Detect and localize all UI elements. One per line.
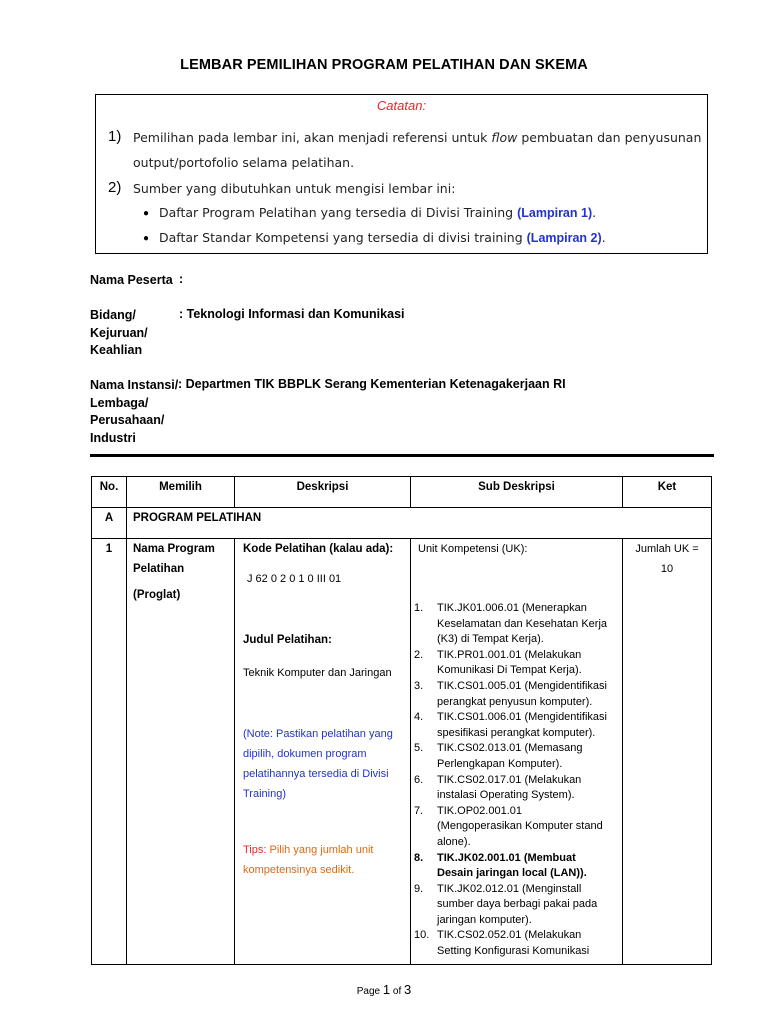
header-deskripsi: Deskripsi [296, 481, 349, 493]
table-column-border [410, 538, 411, 964]
document-title: LEMBAR PEMILIHAN PROGRAM PELATIHAN DAN SKEMA [180, 57, 588, 73]
uk-list-item: 6. TIK.CS02.017.01 (Melakukan instalasi Operating System). [414, 773, 582, 802]
note-text: output/portofolio selama pelatihan. [133, 155, 355, 170]
ket-value: Jumlah UK = 10 [635, 543, 699, 575]
kode-pelatihan-value: J 62 0 2 0 1 0 III 01 [247, 573, 342, 585]
bullet-icon: ● [143, 233, 150, 244]
bidang-value: : Teknologi Informasi dan Komunikasi [179, 307, 405, 321]
table-column-border [622, 538, 623, 964]
note-text: Sumber yang dibutuhkan untuk mengisi lembar ini: [133, 181, 456, 196]
note-text: Pemilihan pada lembar ini, akan menjadi referensi untuk flow pembuatan dan penyusunan [133, 130, 702, 145]
uk-list-item: 10. TIK.CS02.052.01 (Melakukan Setting Konfigurasi Komunikasi [414, 929, 590, 958]
judul-pelatihan-label: Judul Pelatihan: [243, 634, 332, 646]
note-text: (Note: Pastikan pelatihan yang dipilih, dokumen program pelatihannya tersedia di Divisi Training) [243, 728, 393, 800]
uk-header: Unit Kompetensi (UK): [418, 543, 528, 555]
table-column-border [126, 477, 127, 964]
uk-list-item: 3. TIK.CS01.005.01 (Mengidentifikasi perangkat penyusun komputer). [414, 679, 607, 708]
notes-heading: Catatan: [376, 98, 427, 113]
page-footer: Page 1 of 3 [356, 982, 412, 997]
note-number: 2) [108, 179, 122, 196]
bullet-icon: ● [143, 208, 150, 219]
program-table [91, 476, 712, 965]
header-ket: Ket [657, 481, 677, 493]
memilih-label: Nama Program Pelatihan (Proglat) [133, 543, 215, 601]
uk-list-item: 2. TIK.PR01.001.01 (Melakukan Komunikasi Di Tempat Kerja). [414, 648, 582, 677]
instansi-value: : Departmen TIK BBPLK Serang Kementerian Ketenagakerjaan RI [178, 377, 566, 391]
bullet-text: Daftar Standar Kompetensi yang tersedia di divisi training (Lampiran 2). [159, 230, 606, 245]
judul-pelatihan-value: Teknik Komputer dan Jaringan [243, 667, 392, 679]
header-sub-deskripsi: Sub Deskripsi [478, 481, 555, 493]
uk-list-item: 9. TIK.JK02.012.01 (Menginstall sumber daya berbagi pakai pada jaringan komputer). [414, 882, 598, 926]
uk-list-item: 5. TIK.CS02.013.01 (Memasang Perlengkapan Komputer). [414, 742, 583, 770]
uk-list-item: 4. TIK.CS01.006.01 (Mengidentifikasi spesifikasi perangkat komputer). [414, 711, 607, 739]
nama-peserta-label: Nama Peserta [90, 273, 173, 287]
header-no: No. [99, 481, 119, 493]
uk-list-item: 1. TIK.JK01.006.01 (Menerapkan Keselamatan dan Kesehatan Kerja (K3) di Tempat Kerja). [414, 602, 608, 646]
kode-pelatihan-label: Kode Pelatihan (kalau ada): [243, 543, 394, 555]
bullet-text: Daftar Program Pelatihan yang tersedia di Divisi Training (Lampiran 1). [159, 205, 597, 220]
uk-list-item: 7. TIK.OP02.001.01 (Mengoperasikan Komputer stand alone). [414, 804, 603, 848]
bidang-label: Bidang/ Kejuruan/ Keahlian [90, 308, 148, 357]
notes-box [95, 94, 708, 254]
instansi-label: Nama Instansi/ Lembaga/ Perusahaan/ Industri [90, 378, 179, 445]
note-number: 1) [108, 128, 122, 145]
tips-text: Tips: Pilih yang jumlah unit kompetensinya sedikit. [243, 844, 374, 876]
nama-peserta-value: : [179, 272, 184, 286]
section-divider [90, 454, 714, 457]
unit-kompetensi-list [414, 601, 614, 960]
row-number: 1 [105, 543, 113, 555]
table-column-border [234, 538, 235, 964]
section-letter: A [104, 512, 114, 524]
header-memilih: Memilih [159, 481, 202, 493]
uk-list-item: 8. TIK.JK02.001.01 (Membuat Desain jaringan local (LAN)). [414, 851, 587, 880]
section-title: PROGRAM PELATIHAN [133, 512, 262, 524]
